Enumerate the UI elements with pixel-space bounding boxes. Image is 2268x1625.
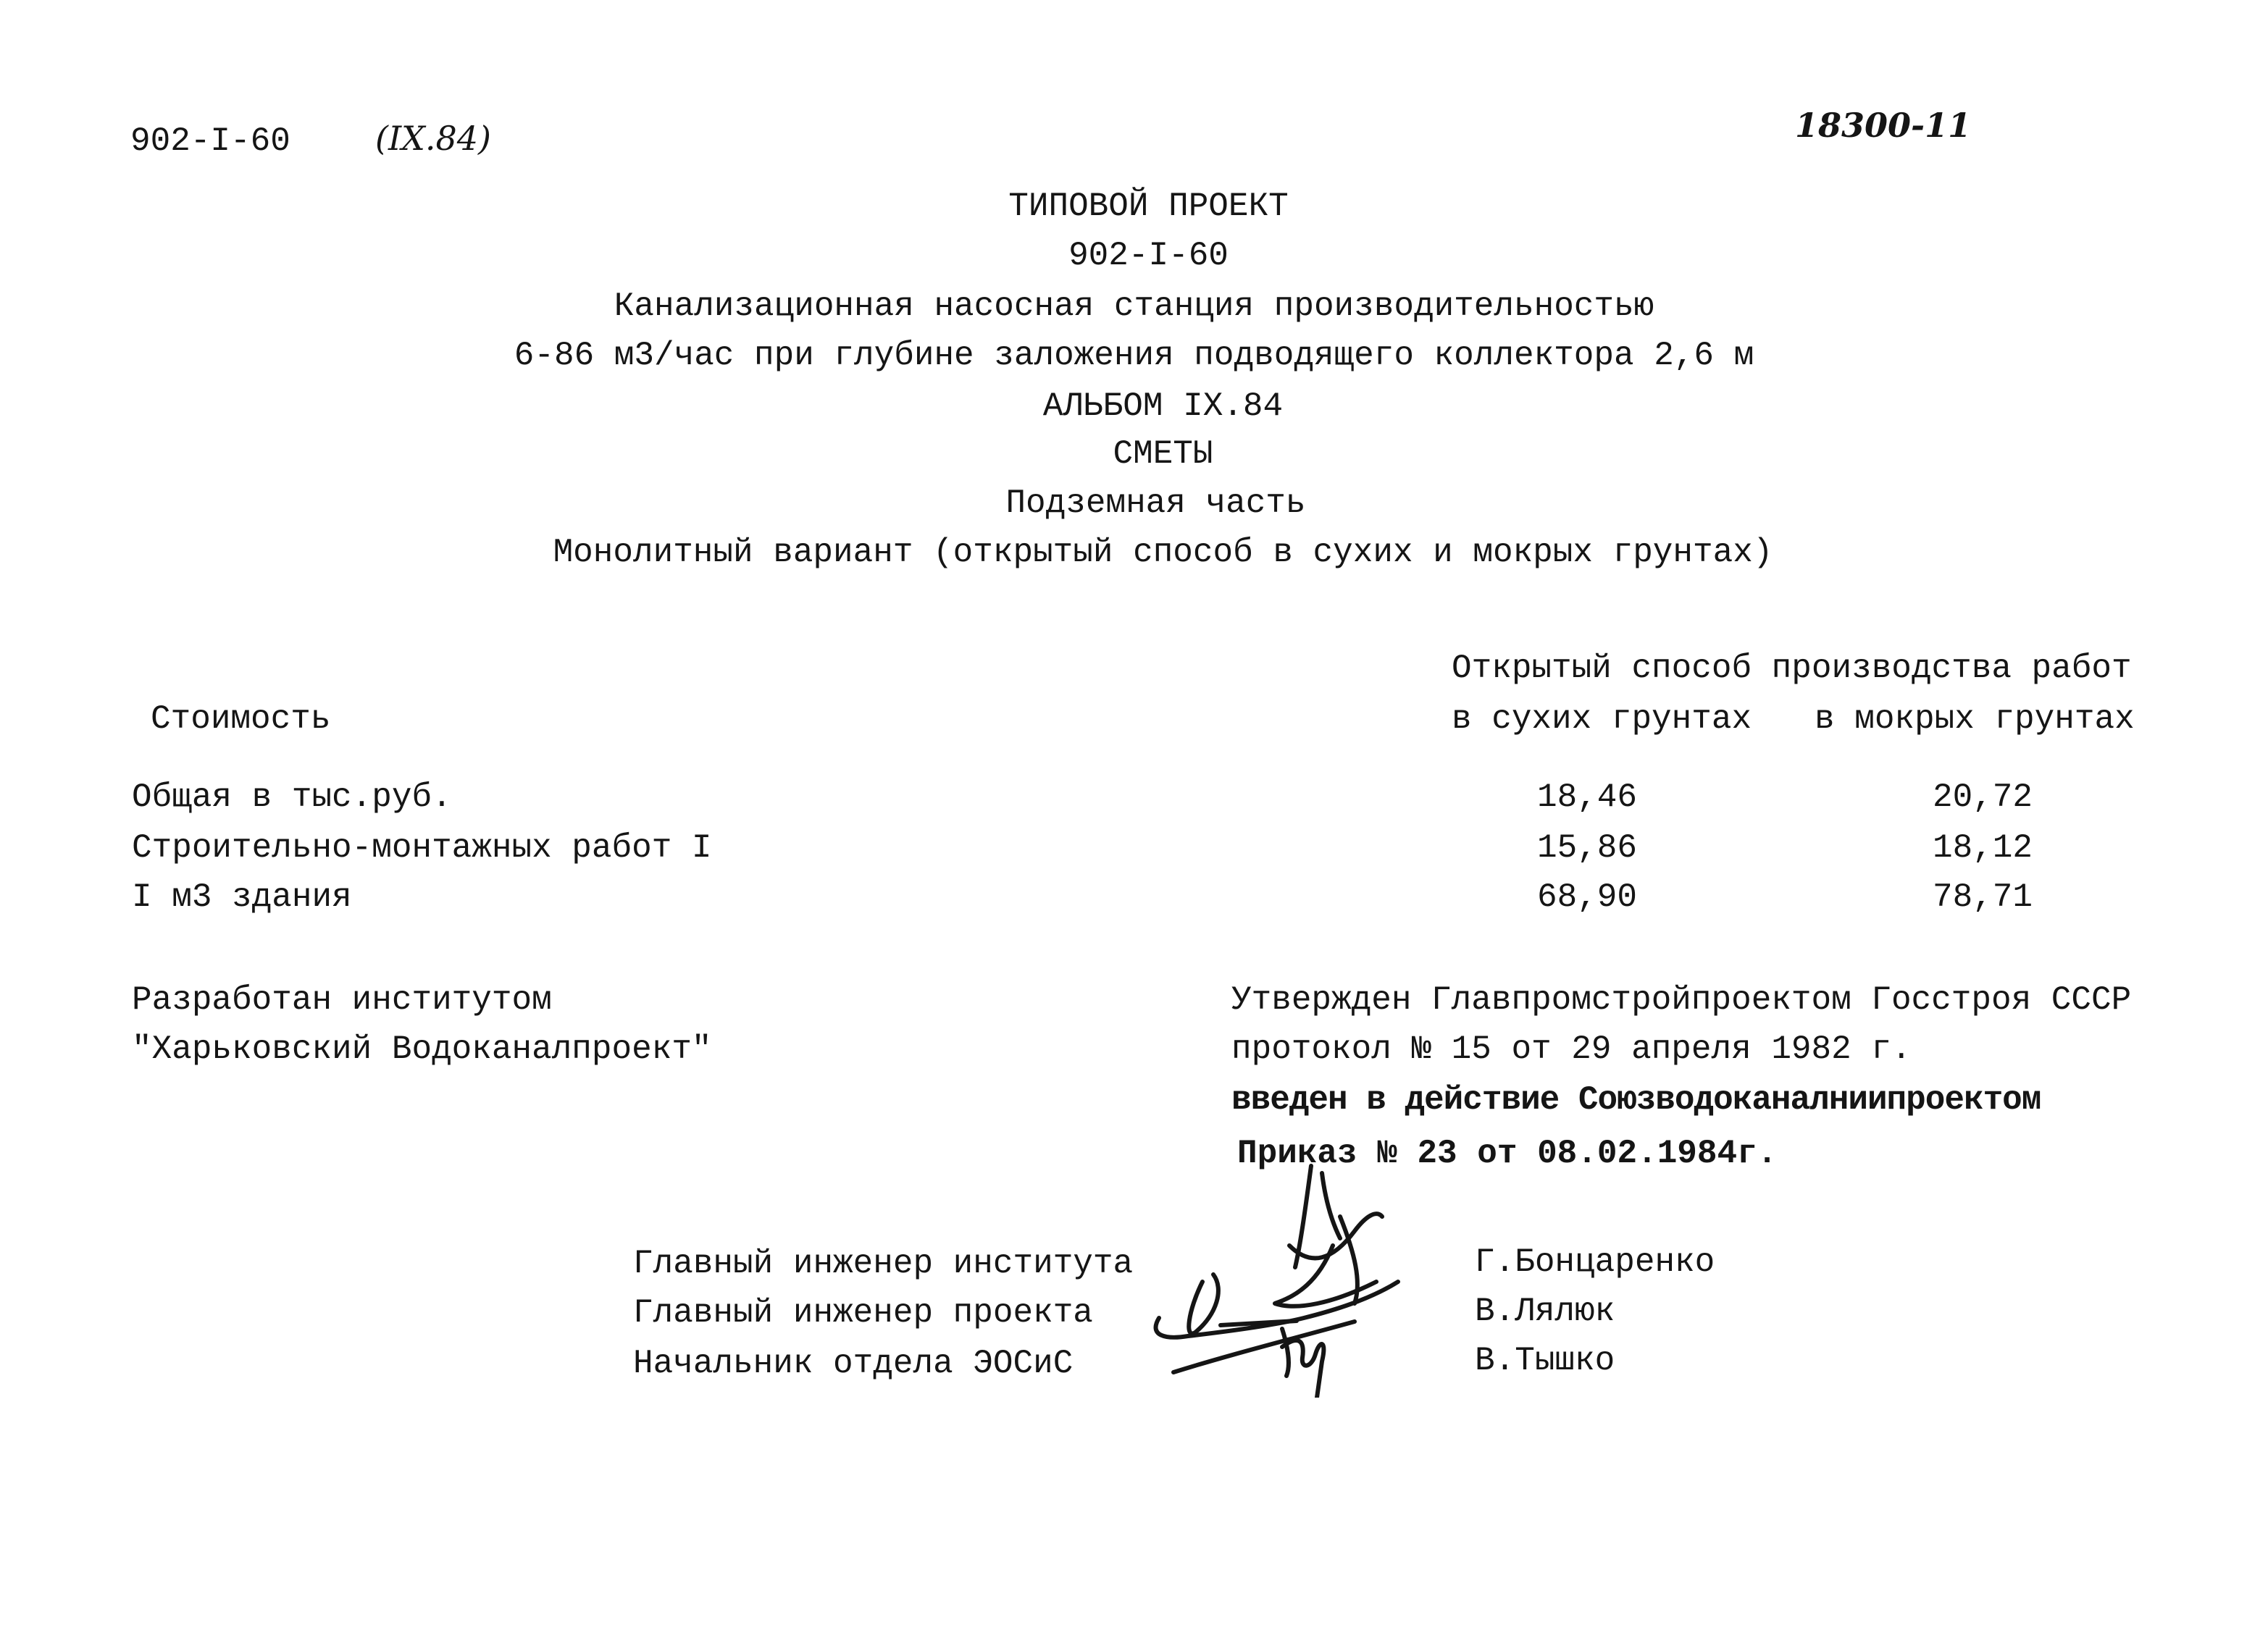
row-construction-dry: 15,86 xyxy=(1536,829,1637,867)
variant-title: Монолитный вариант (открытый способ в сухих и мокрых грунтах) xyxy=(553,534,1773,571)
row-per-m3-wet: 78,71 xyxy=(1932,878,2033,916)
approval-line-4: Приказ № 23 от 08.02.1984г. xyxy=(1237,1135,1778,1172)
row-label-total: Общая в тыс.руб. xyxy=(132,778,452,816)
signer-position-1: Главный инженер института xyxy=(633,1245,1134,1282)
signer-name-2: В.Лялюк xyxy=(1475,1293,1615,1330)
row-per-m3-dry: 68,90 xyxy=(1536,878,1637,916)
doc-code: 902-I-60 xyxy=(130,122,290,160)
row-total-wet: 20,72 xyxy=(1932,778,2033,816)
album-title: АЛЬБОМ IX.84 xyxy=(1042,387,1284,425)
column-wet: в мокрых грунтах xyxy=(1815,700,2135,738)
column-dry: в сухих грунтах xyxy=(1452,700,1752,738)
project-number: 902-I-60 xyxy=(1068,237,1229,274)
approval-line-2: протокол № 15 от 29 апреля 1982 г. xyxy=(1231,1030,1912,1068)
title-line-2: 6-86 м3/час при глубине заложения подводящего коллектора 2,6 м xyxy=(514,337,1754,374)
signer-position-3: Начальник отдела ЭОСиС xyxy=(633,1345,1074,1382)
developer-line-2: "Харьковский Водоканалпроект" xyxy=(132,1030,712,1068)
signer-name-3: В.Тышко xyxy=(1475,1342,1615,1380)
title-line-1: Канализационная насосная станция производительностью xyxy=(614,287,1654,325)
handwritten-signatures xyxy=(1116,1159,1478,1398)
archive-number: 18300-11 xyxy=(1795,106,1972,145)
signer-name-1: Г.Бонцаренко xyxy=(1475,1243,1715,1281)
developer-line-1: Разработан институтом xyxy=(132,981,552,1019)
album-mark: (IX.84) xyxy=(375,119,491,158)
signer-position-2: Главный инженер проекта xyxy=(633,1294,1093,1332)
section-title: СМЕТЫ xyxy=(1113,435,1213,473)
method-heading: Открытый способ производства работ xyxy=(1452,650,2132,687)
part-title: Подземная часть xyxy=(1005,484,1306,522)
project-kind: ТИПОВОЙ ПРОЕКТ xyxy=(1008,188,1289,225)
approval-line-1: Утвержден Главпромстройпроектом Госстроя СССР xyxy=(1231,981,2132,1019)
row-label-construction: Строительно-монтажных работ I xyxy=(132,829,712,867)
row-construction-wet: 18,12 xyxy=(1932,829,2033,867)
approval-line-3: введен в действие Союзводоканалниипроектом xyxy=(1231,1081,2041,1119)
cost-label-heading: Стоимость xyxy=(151,700,331,738)
row-label-per-m3: I м3 здания xyxy=(132,878,352,916)
row-total-dry: 18,46 xyxy=(1536,778,1637,816)
